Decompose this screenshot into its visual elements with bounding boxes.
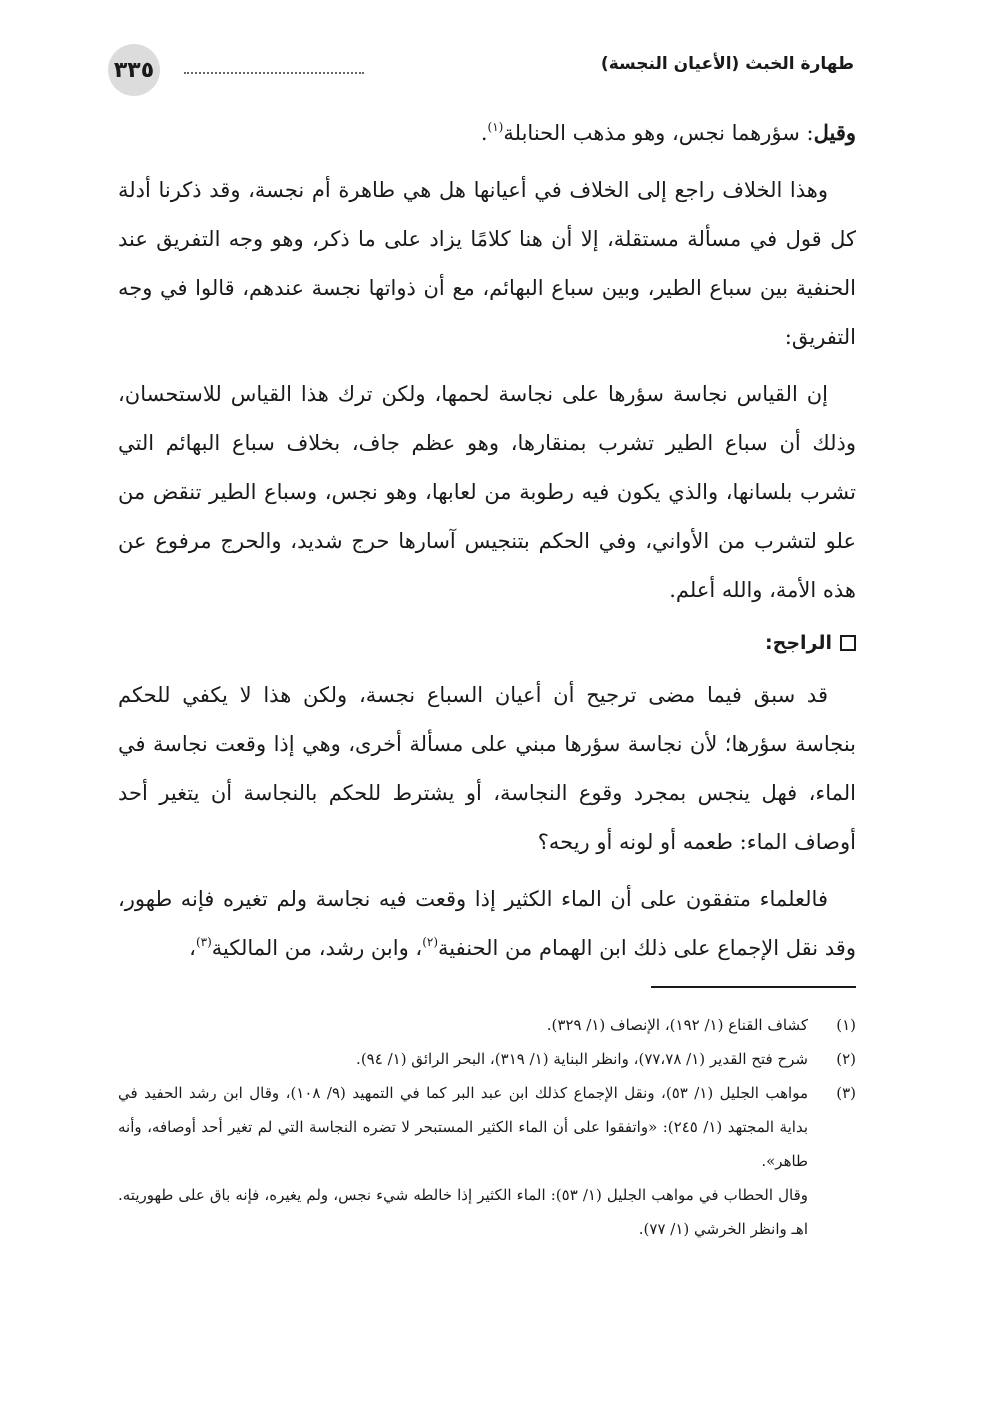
page-number: ٣٣٥ <box>108 44 160 96</box>
footnote-2 <box>118 1042 856 1076</box>
footnote-text: كشاف القناع (١/ ١٩٢)، الإنصاف (١/ ٣٢٩). <box>546 1016 808 1034</box>
footnote-ref-1[interactable]: (١) <box>487 120 504 134</box>
section-heading <box>118 623 856 663</box>
footnote-separator <box>651 986 856 988</box>
header-dotted-leader <box>184 72 364 74</box>
paragraph-2: وهذا الخلاف راجع إلى الخلاف في أعيانها هل هي طاهرة أم نجسة، وقد ذكرنا أدلة كل قول في مسألة مستقلة، إلا أن هنا كلامًا يزاد على ما ذكر، وهو وجه التفريق عند الحنفية بين سباع الطير، وبين سباع البهائم، مع أن ذواتها نجسة عندهم، قالوا في وجه التفريق: <box>118 178 856 349</box>
paragraph-1-end: . <box>480 121 488 145</box>
page-header <box>110 44 854 94</box>
paragraph-4: قد سبق فيما مضى ترجيح أن أعيان السباع نجسة، ولكن هذا لا يكفي للحكم بنجاسة سؤرها؛ لأن نجاسة سؤرها مبني على مسألة أخرى، وهي إذا وقعت نجاسة في الماء، فهل ينجس بمجرد وقوع النجاسة، أو يشترط للحكم بالنجاسة أن يتغير أحد أوصاف الماء: طعمه أو لونه أو ريحه؟ <box>118 683 856 854</box>
footnote-number: (١) <box>836 1016 856 1034</box>
footnote-ref-2[interactable]: (٢) <box>422 935 439 949</box>
footnote-1 <box>118 1008 856 1042</box>
footnotes <box>118 1008 856 1246</box>
paragraph-5-text-c: ، <box>189 936 196 960</box>
section-heading-label: الراجح: <box>765 632 832 654</box>
paragraph-1-text: : سؤرهما نجس، وهو مذهب الحنابلة <box>503 121 814 145</box>
main-text <box>118 108 856 981</box>
paragraph-3: إن القياس نجاسة سؤرها على نجاسة لحمها، ولكن ترك هذا القياس للاستحسان، وذلك أن سباع الطير تشرب بمنقارها، وهو عظم جاف، بخلاف سباع البهائم التي تشرب بلسانها، والذي يكون فيه رطوبة من لعابها، وهو نجس، وسباع الطير تنقض من علو لتشرب من الأواني، وفي الحكم بتنجيس آسارها حرج شديد، والحرج مرفوع عن هذه الأمة، والله أعلم. <box>118 382 856 602</box>
square-bullet-icon <box>840 635 856 651</box>
running-title: طهارة الخبث (الأعيان النجسة) <box>600 54 854 74</box>
paragraph-1-lead: وقيل <box>813 120 856 145</box>
footnote-3 <box>118 1076 856 1178</box>
footnote-number: (٢) <box>836 1050 856 1068</box>
paragraph-5-text-b: ، وابن رشد، من المالكية <box>211 936 423 960</box>
footnote-number: (٣) <box>836 1084 856 1102</box>
footnote-3-continuation: وقال الحطاب في مواهب الجليل (١/ ٥٣): الماء الكثير إذا خالطه شيء نجس، ولم يغيره، فإنه باق على طهوريته. اهـ وانظر الخرشي (١/ ٧٧). <box>118 1186 808 1238</box>
footnote-text: شرح فتح القدير (١/ ٧٧،٧٨)، وانظر البناية (١/ ٣١٩)، البحر الرائق (١/ ٩٤). <box>356 1050 808 1068</box>
paragraph-1 <box>118 108 856 158</box>
footnote-text: مواهب الجليل (١/ ٥٣)، ونقل الإجماع كذلك ابن عبد البر كما في التمهيد (٩/ ١٠٨)، وقال ابن رشد الحفيد في بداية المجتهد (١/ ٢٤٥): «واتفقوا على أن الماء الكثير المستبحر لا تضره النجاسة التي لم تغير أحد أوصافه، وأنه طاهر». <box>118 1084 808 1170</box>
paragraph-5 <box>118 875 856 973</box>
paragraph-5-text-a: فالعلماء متفقون على أن الماء الكثير إذا وقعت فيه نجاسة ولم تغيره فإنه طهور، وقد نقل الإجماع على ذلك ابن الهمام من الحنفية <box>118 887 856 960</box>
footnote-ref-3[interactable]: (٣) <box>195 935 212 949</box>
